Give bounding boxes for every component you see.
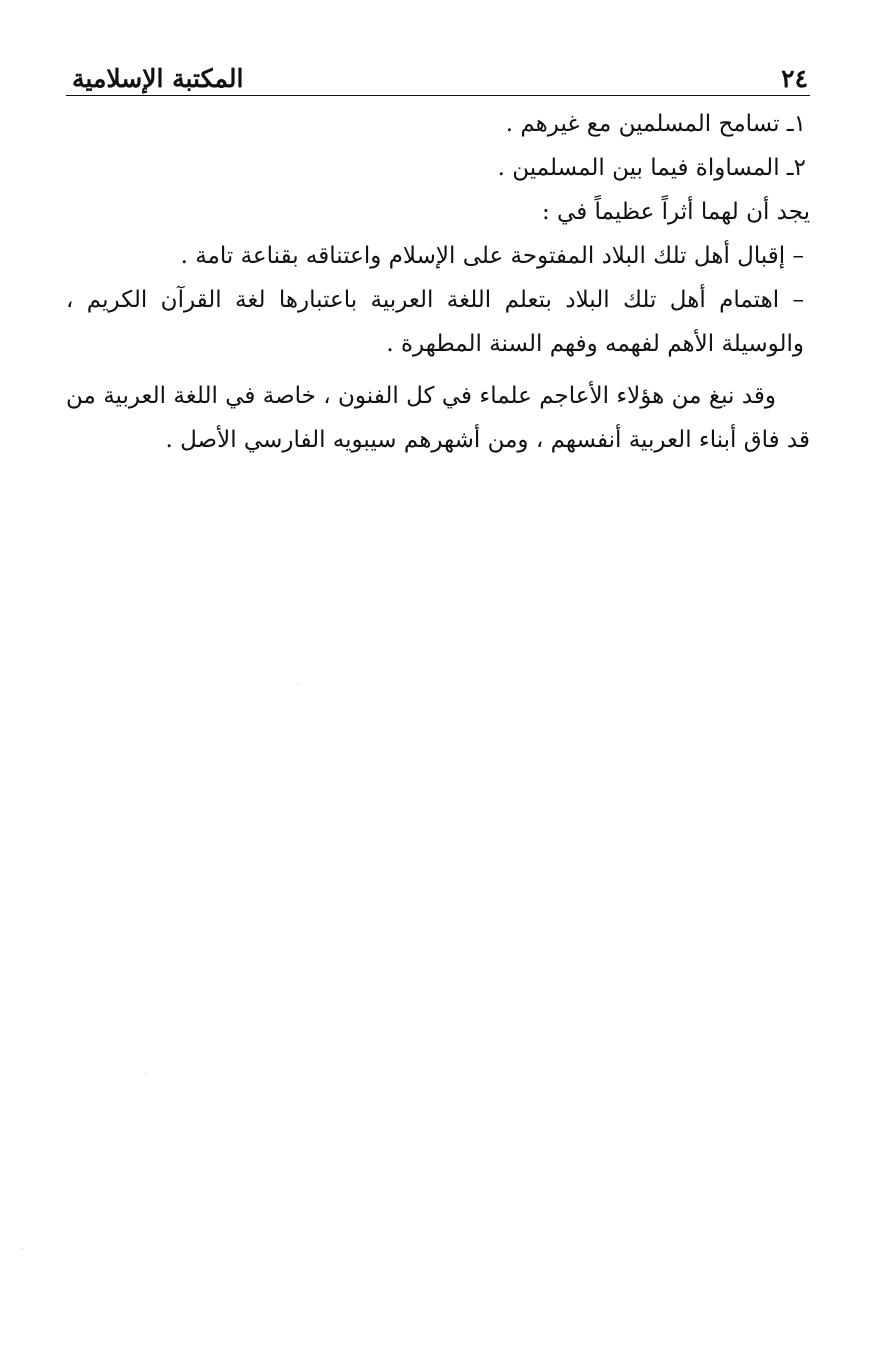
page-body xyxy=(66,102,810,462)
dash-item-2: – اهتمام أهل تلك البلاد بتعلم اللغة العربية باعتبارها لغة القرآن الكريم ، والوسيلة الأهم لفهمه وفهم السنة المطهرة . xyxy=(66,287,804,357)
document-page xyxy=(66,52,810,462)
scan-speck xyxy=(298,684,299,685)
list-item-1: ١ـ تسامح المسلمين مع غيرهم . xyxy=(505,111,806,137)
page-number: ٢٤ xyxy=(781,64,808,93)
dash-item-1: – إقبال أهل تلك البلاد المفتوحة على الإسلام واعتناقه بقناعة تامة . xyxy=(180,243,804,269)
page-header xyxy=(66,52,810,96)
scan-speck xyxy=(22,1248,23,1249)
scan-speck xyxy=(146,1073,147,1074)
list-item-2: ٢ـ المساواة فيما بين المسلمين . xyxy=(497,155,806,181)
paragraph-gap xyxy=(66,366,810,374)
closing-paragraph: وقد نبغ من هؤلاء الأعاجم علماء في كل الفنون ، خاصة في اللغة العربية من قد فاق أبناء العربية أنفسهم ، ومن أشهرهم سيبويه الفارسي الأصل . xyxy=(66,383,810,453)
running-title: المكتبة الإسلامية xyxy=(72,64,244,93)
intro-line: يجد أن لهما أثراً عظيماً في : xyxy=(541,199,810,225)
